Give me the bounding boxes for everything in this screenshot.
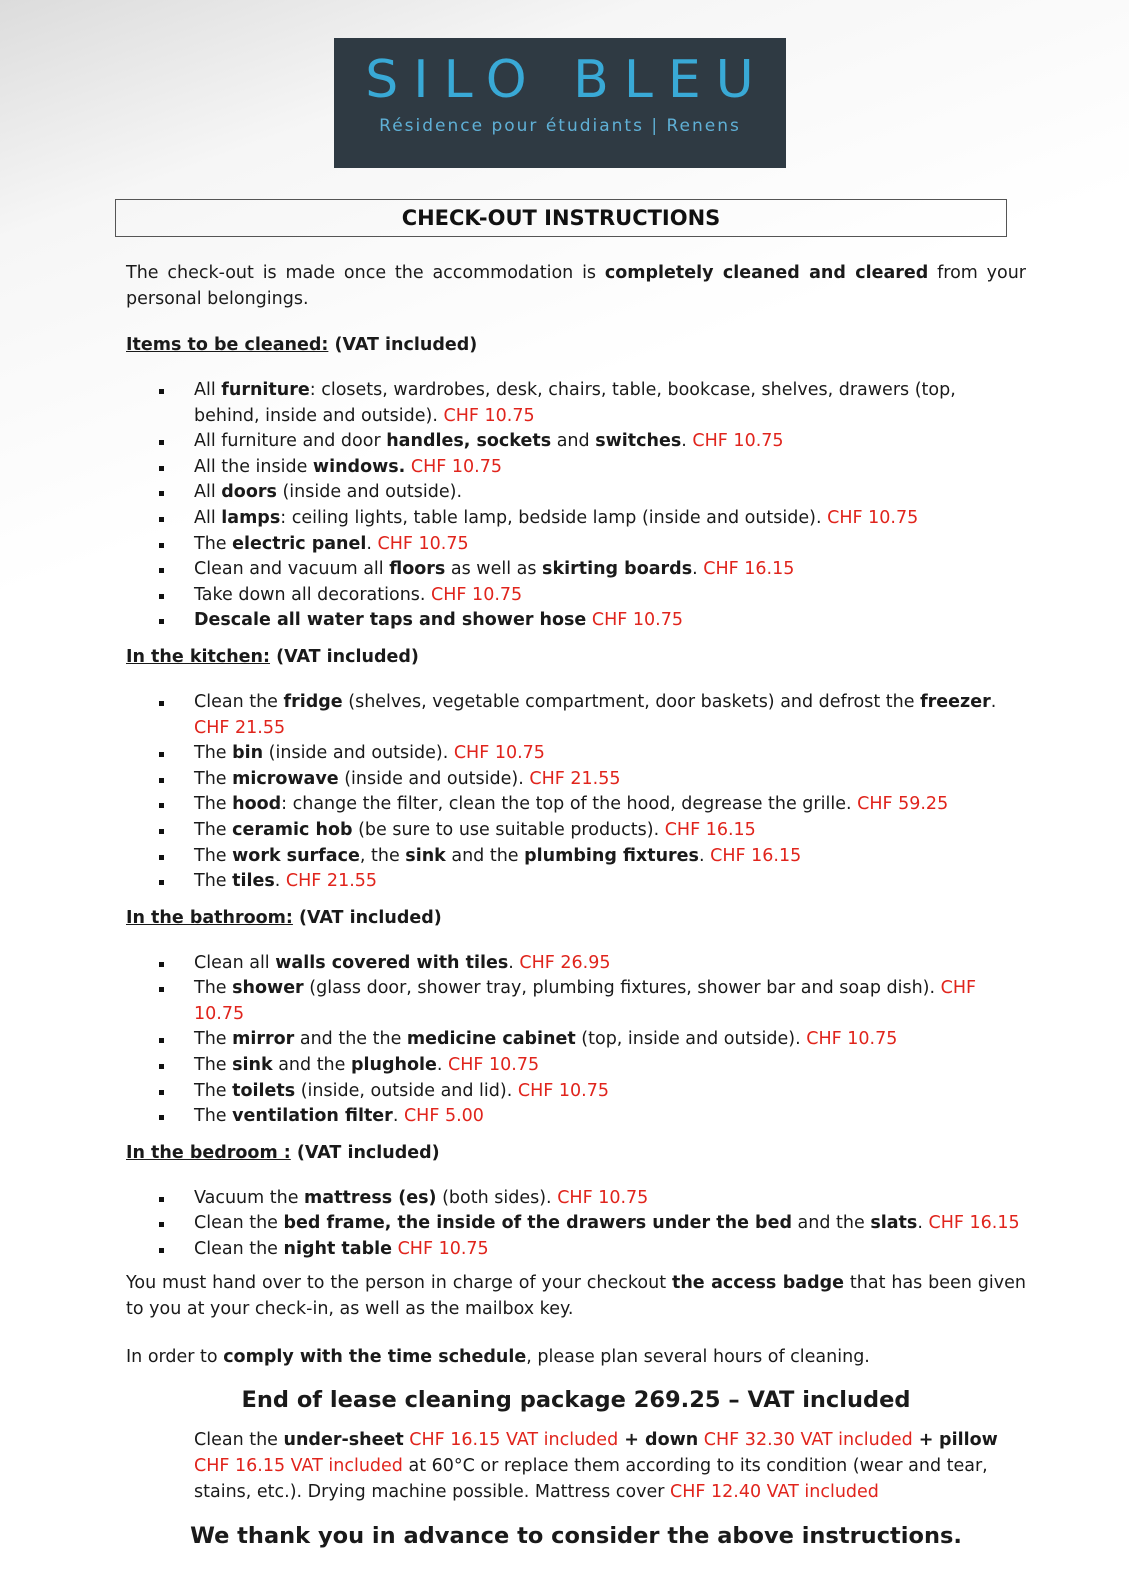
price: CHF 10.75 xyxy=(410,456,503,477)
text: You must hand over to the person in charge of your checkout xyxy=(126,1272,672,1293)
text: . xyxy=(392,1106,404,1127)
bold-text: completely cleaned and cleared xyxy=(604,263,929,283)
price: CHF 21.55 xyxy=(529,768,621,789)
text: , the xyxy=(359,845,406,866)
text: and xyxy=(551,431,596,452)
vat-label: (VAT included) xyxy=(290,1142,440,1163)
price: CHF 10.75 xyxy=(443,405,535,426)
bold-text: windows. xyxy=(312,456,406,477)
list-item xyxy=(126,480,1026,506)
text: : ceiling lights, table lamp, bedside lamp (inside and outside). xyxy=(280,507,828,528)
text: The xyxy=(194,768,233,789)
bold-text: ventilation filter xyxy=(232,1106,393,1127)
text: (be sure to use suitable products). xyxy=(352,819,665,840)
text: and the xyxy=(272,1055,351,1076)
text: Clean the xyxy=(194,1239,284,1260)
text: (inside and outside). xyxy=(263,743,454,764)
bold-text: hood xyxy=(232,794,282,815)
text: Take down all decorations. xyxy=(194,584,432,605)
intro-paragraph xyxy=(126,260,1026,312)
bold-text: shower xyxy=(232,978,304,999)
text: from your personal belongings. xyxy=(126,263,1026,309)
text: , please plan several hours of cleaning. xyxy=(526,1346,870,1367)
price: CHF 16.15 xyxy=(710,845,802,866)
price: CHF 10.75 xyxy=(806,1029,898,1050)
item-list xyxy=(126,378,1026,634)
list-item xyxy=(126,792,1026,818)
text: (top, inside and outside). xyxy=(575,1029,807,1050)
list-item xyxy=(126,429,1026,455)
vat-label: (VAT included) xyxy=(328,335,478,355)
bold-text: plumbing fixtures xyxy=(524,845,699,866)
text: All xyxy=(194,507,222,528)
price: CHF 26.95 xyxy=(519,952,611,973)
list-item xyxy=(126,767,1026,793)
text: . xyxy=(436,1055,448,1076)
bold-text: mirror xyxy=(232,1029,295,1050)
price: CHF 16.15 xyxy=(703,559,795,580)
bold-text: night table xyxy=(283,1239,392,1260)
price: CHF 5.00 xyxy=(403,1106,484,1127)
text: . xyxy=(274,871,286,892)
item-list xyxy=(126,690,1026,895)
vat-label: (VAT included) xyxy=(292,907,442,928)
price: CHF 59.25 xyxy=(857,794,949,815)
text: The xyxy=(194,978,233,999)
text: and the the xyxy=(294,1029,407,1050)
text: All furniture and door xyxy=(194,431,387,452)
silo-bleu-logo xyxy=(334,38,786,168)
list-item xyxy=(126,1237,1026,1263)
price: CHF 10.75 xyxy=(453,743,545,764)
bold-text: fridge xyxy=(283,691,343,712)
list-item xyxy=(126,951,1026,977)
price: CHF 10.75 xyxy=(591,610,683,631)
text: . xyxy=(508,952,520,973)
text: and the xyxy=(791,1213,871,1234)
list-item xyxy=(126,1104,1026,1130)
price: CHF 10.75 xyxy=(447,1055,540,1076)
bold-text: sink xyxy=(232,1055,273,1076)
bold-text: handles, sockets xyxy=(386,431,552,452)
bold-text: the access badge xyxy=(671,1272,845,1293)
price: CHF 21.55 xyxy=(194,717,286,738)
bold-text: electric panel xyxy=(232,533,367,554)
list-item xyxy=(126,608,1026,634)
price: CHF 10.75 xyxy=(557,1187,649,1208)
list-item xyxy=(126,583,1026,609)
bold-text: sink xyxy=(405,845,446,866)
bold-text: furniture xyxy=(221,380,310,400)
bold-text: under-sheet xyxy=(283,1429,404,1450)
price: CHF 10.75 xyxy=(194,978,977,1024)
logo-subtitle: Résidence pour étudiants | Renens xyxy=(379,116,741,136)
list-item xyxy=(126,869,1026,895)
item-list xyxy=(126,951,1026,1130)
bold-text: tiles xyxy=(232,871,275,892)
price: CHF 12.40 VAT included xyxy=(670,1481,879,1502)
text: Clean and vacuum all xyxy=(194,559,390,580)
list-item xyxy=(126,557,1026,583)
linen-note xyxy=(126,1427,1026,1505)
text: All the inside xyxy=(194,456,313,477)
list-item xyxy=(126,690,1026,741)
section-heading-label: In the bathroom: xyxy=(126,907,293,928)
text: Clean the xyxy=(194,1429,284,1450)
list-item xyxy=(126,506,1026,532)
list-item xyxy=(126,455,1026,481)
text: as well as xyxy=(445,559,543,580)
list-item xyxy=(126,976,1026,1027)
text: Vacuum the xyxy=(194,1187,305,1208)
bold-text: bed frame, the inside of the drawers under the bed xyxy=(283,1213,792,1234)
text: The xyxy=(194,743,233,764)
bold-text: freezer xyxy=(920,691,991,712)
price: CHF 16.15 xyxy=(928,1213,1020,1234)
text: . xyxy=(681,431,693,452)
page-title: CHECK-OUT INSTRUCTIONS xyxy=(115,199,1007,237)
text: (inside, outside and lid). xyxy=(295,1080,518,1101)
price: CHF 16.15 VAT included xyxy=(194,1455,403,1476)
bold-text: doors xyxy=(221,482,277,503)
list-item xyxy=(126,1186,1026,1212)
bold-text: mattress (es) xyxy=(304,1187,437,1208)
text: The xyxy=(194,845,233,866)
section-heading xyxy=(126,1140,1026,1166)
price: CHF 10.75 xyxy=(397,1239,489,1260)
price: CHF 10.75 xyxy=(431,584,523,605)
bold-text: slats xyxy=(870,1213,918,1234)
text: The xyxy=(194,794,233,815)
list-item xyxy=(126,1079,1026,1105)
list-item xyxy=(126,844,1026,870)
bold-text: + xyxy=(912,1429,934,1450)
price: CHF 16.15 VAT included xyxy=(409,1429,619,1450)
text: (shelves, vegetable compartment, door baskets) and defrost the xyxy=(342,691,921,712)
text: and the xyxy=(445,845,525,866)
logo-name: SILO BLEU xyxy=(365,50,769,110)
section-heading-label: In the kitchen: xyxy=(126,646,271,667)
list-item xyxy=(126,818,1026,844)
section-heading xyxy=(126,905,1026,931)
text: The xyxy=(194,871,233,892)
text: The check-out is made once the accommodation is xyxy=(126,263,605,283)
text: The xyxy=(194,1055,233,1076)
bold-text: switches xyxy=(595,431,682,452)
text: The xyxy=(194,819,233,840)
bold-text: + down xyxy=(618,1429,699,1450)
bold-text: Descale all water taps and shower hose xyxy=(194,610,587,631)
text: Clean the xyxy=(194,691,284,712)
text: Clean all xyxy=(194,952,276,973)
price: CHF 10.75 xyxy=(827,507,919,528)
bold-text: toilets xyxy=(232,1080,296,1101)
text: All xyxy=(194,482,222,503)
section-heading xyxy=(126,332,1026,358)
text: The xyxy=(194,533,233,554)
list-item xyxy=(126,1211,1026,1237)
price: CHF 10.75 xyxy=(377,533,469,554)
bold-text: floors xyxy=(389,559,446,580)
list-item xyxy=(126,1027,1026,1053)
list-item xyxy=(126,378,1026,429)
text: : closets, wardrobes, desk, chairs, table, bookcase, shelves, drawers (top, behind, inside and outside). xyxy=(194,380,956,426)
bold-text: ceramic hob xyxy=(232,819,353,840)
text: The xyxy=(194,1080,233,1101)
text: . xyxy=(990,691,997,712)
text: . xyxy=(366,533,378,554)
text: that has been given to you at your check-in, as well as the mailbox key. xyxy=(126,1272,1026,1319)
price: CHF 10.75 xyxy=(517,1080,609,1101)
price: CHF 16.15 xyxy=(664,819,756,840)
text: . xyxy=(692,559,704,580)
vat-label: (VAT included) xyxy=(270,646,419,667)
text: . xyxy=(917,1213,929,1234)
item-list xyxy=(126,1186,1026,1263)
text: (both sides). xyxy=(436,1187,558,1208)
price: CHF 32.30 VAT included xyxy=(703,1429,913,1450)
text: All xyxy=(194,380,222,400)
bold-text: walls covered with tiles xyxy=(275,952,509,973)
price: CHF 21.55 xyxy=(285,871,378,892)
section-heading-label: Items to be cleaned: xyxy=(126,335,329,355)
bold-text: comply with the time schedule xyxy=(223,1346,527,1367)
text: : change the filter, clean the top of the hood, degrease the grille. xyxy=(281,794,858,815)
list-item xyxy=(126,532,1026,558)
sections xyxy=(126,332,1026,1263)
bold-text: microwave xyxy=(232,768,339,789)
text: Clean the xyxy=(194,1213,284,1234)
badge-note xyxy=(126,1270,1026,1322)
price: CHF 10.75 xyxy=(692,431,784,452)
text: (inside and outside). xyxy=(276,482,463,503)
section-heading-label: In the bedroom : xyxy=(126,1142,291,1163)
bold-text: bin xyxy=(232,743,264,764)
schedule-note xyxy=(126,1344,1026,1370)
list-item xyxy=(126,741,1026,767)
bold-text: work surface xyxy=(232,845,360,866)
text: at 60°C or replace them according to its condition (wear and tear, stains, etc.). Drying machine possible. Mattress cover xyxy=(194,1455,988,1502)
bold-text: lamps xyxy=(221,507,281,528)
bold-text: skirting boards xyxy=(542,559,693,580)
text: (glass door, shower tray, plumbing fixtures, shower bar and soap dish). xyxy=(303,978,941,999)
bold-text: medicine cabinet xyxy=(406,1029,576,1050)
bold-text: plughole xyxy=(350,1055,437,1076)
text: The xyxy=(194,1106,233,1127)
section-heading xyxy=(126,644,1026,670)
bold-text: pillow xyxy=(939,1429,998,1450)
text: (inside and outside). xyxy=(338,768,530,789)
list-item xyxy=(126,1053,1026,1079)
cleaning-package: End of lease cleaning package 269.25 – VAT included xyxy=(241,1386,911,1413)
document-body xyxy=(126,260,1026,1551)
thanks-message: We thank you in advance to consider the above instructions. xyxy=(190,1522,962,1549)
text: In order to xyxy=(126,1346,224,1367)
text: The xyxy=(194,1029,233,1050)
text: . xyxy=(698,845,711,866)
